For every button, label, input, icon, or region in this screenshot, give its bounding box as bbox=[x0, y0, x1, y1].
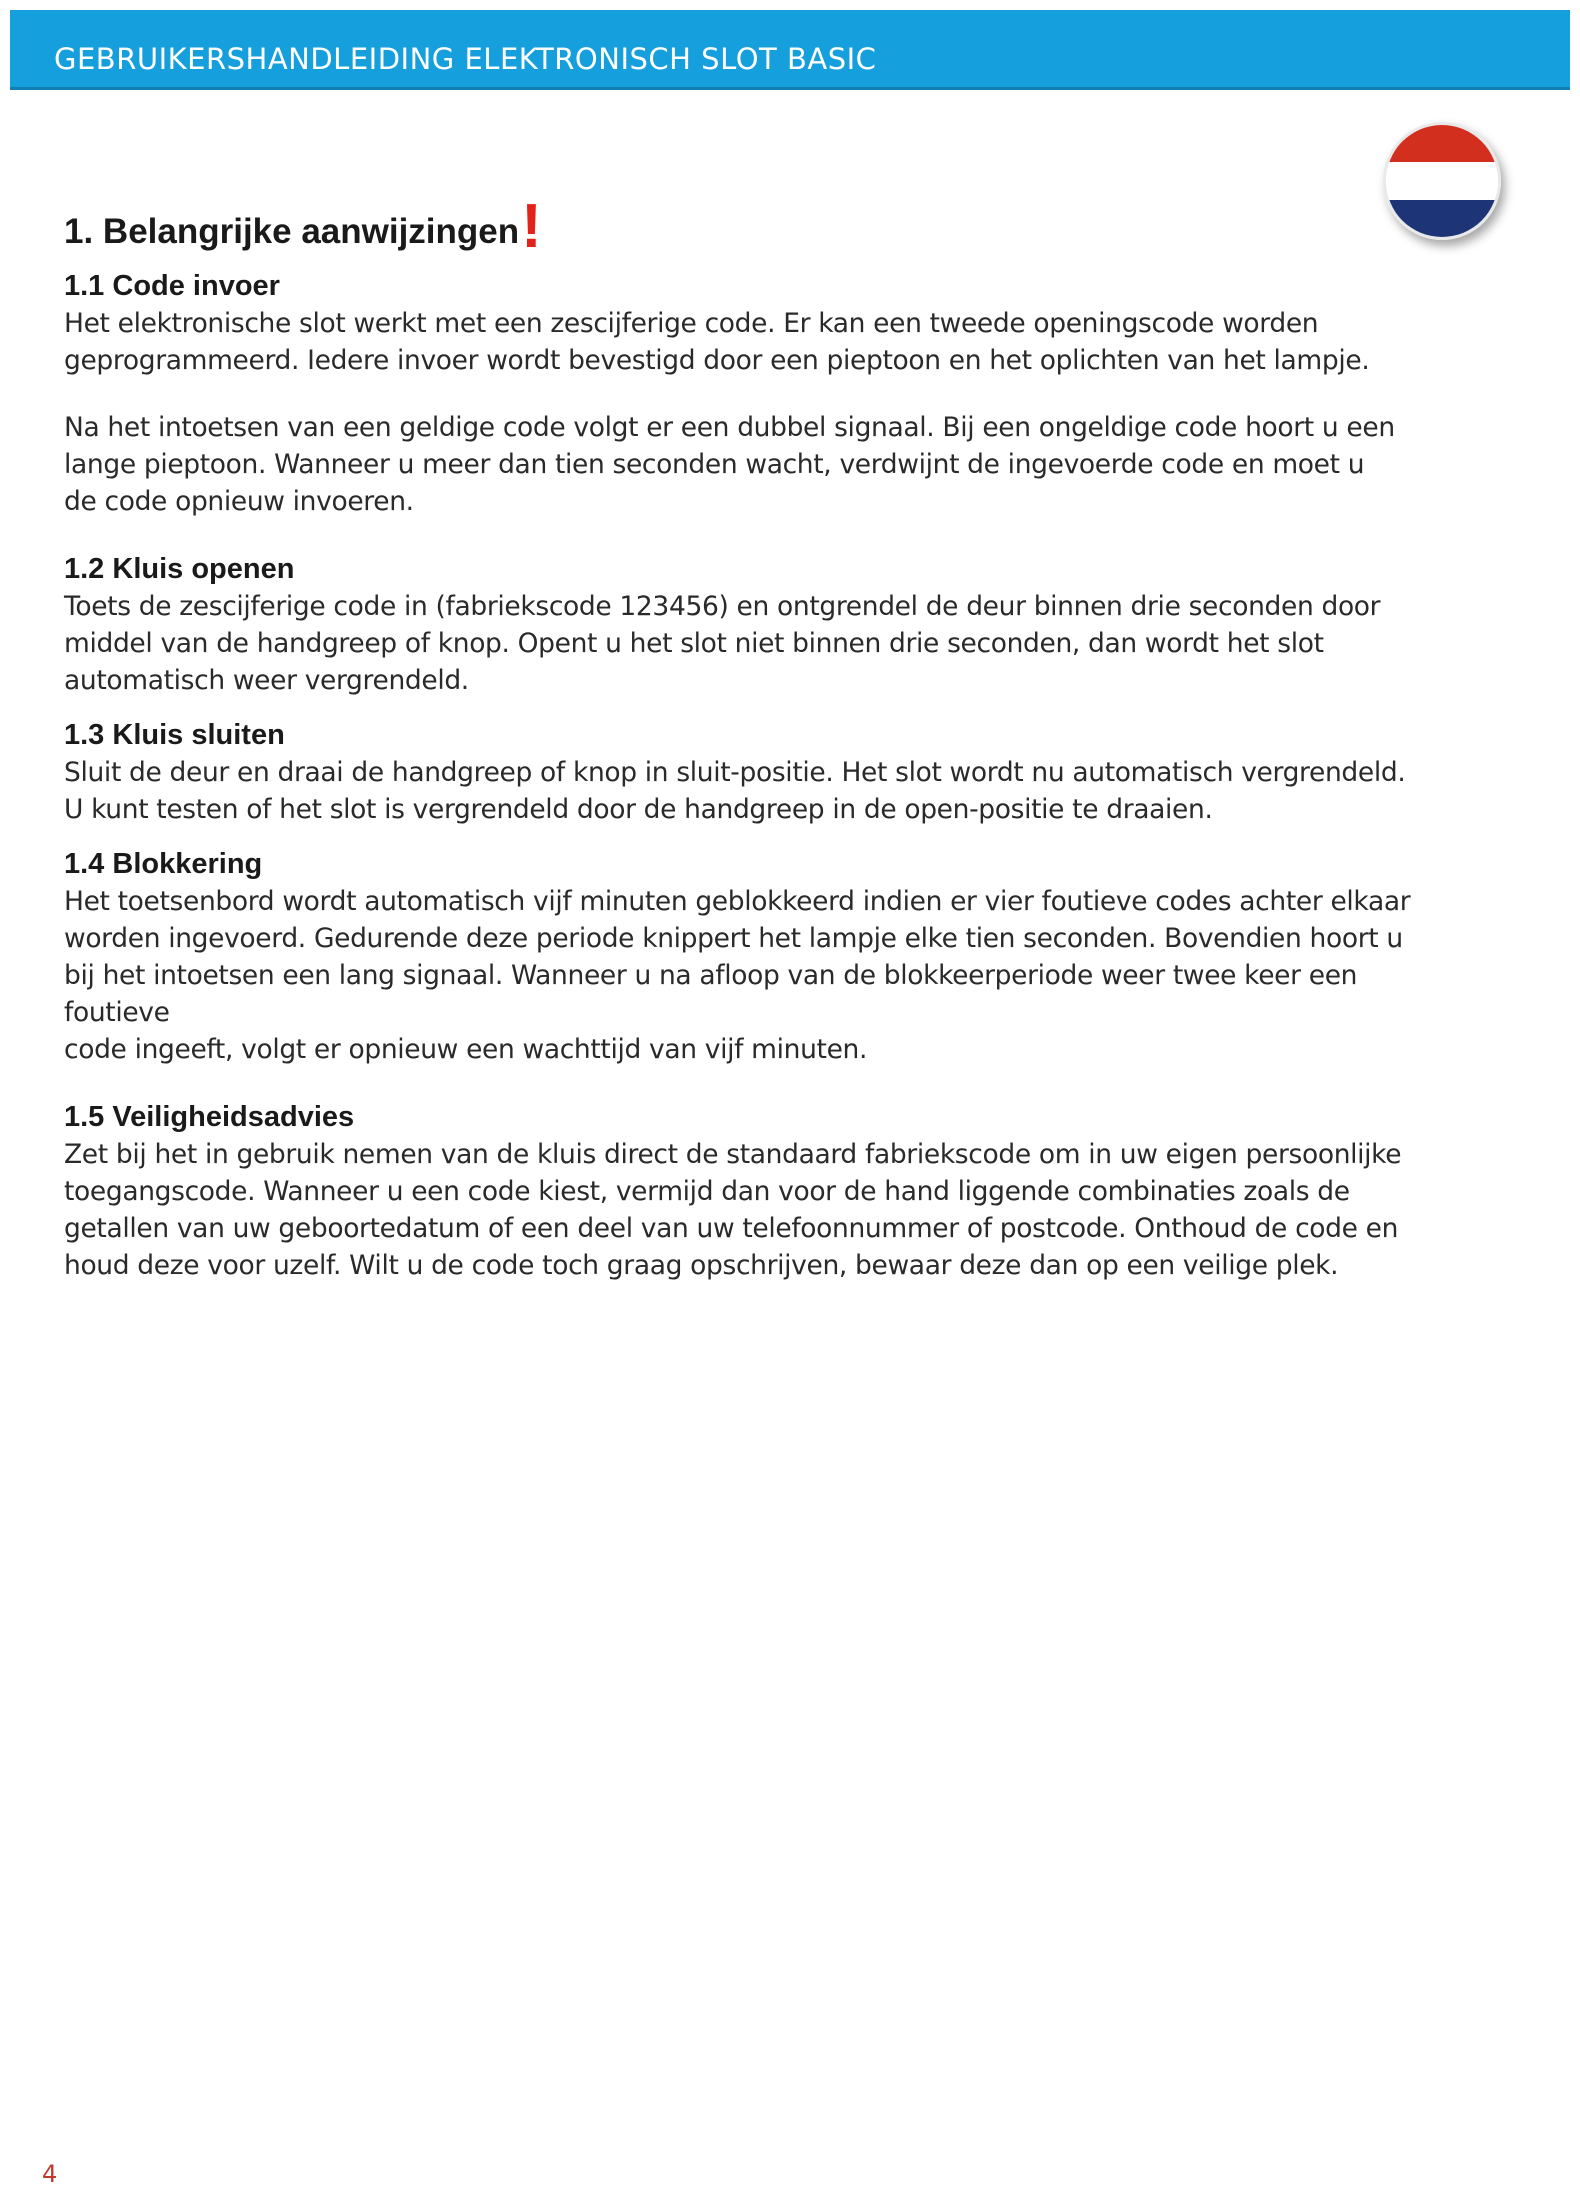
section-heading: 1.2 Kluis openen bbox=[64, 553, 295, 585]
section-paragraph: Na het intoetsen van een geldige code volgt er een dubbel signaal. Bij een ongeldige code hoort u een lange pieptoon. Wanneer u meer dan tien seconden wacht, verdwijnt de ingevoerde code en moet u de code opnieuw invoeren. bbox=[64, 412, 1395, 517]
page-title-text: 1. Belangrijke aanwijzingen bbox=[64, 212, 520, 251]
section-paragraph: Sluit de deur en draai de handgreep of knop in sluit-positie. Het slot wordt nu automatisch vergrendeld. U kunt testen of het slot is vergrendeld door de handgreep in de open-positie te draaien. bbox=[64, 757, 1406, 825]
section-code-invoer bbox=[64, 268, 1444, 520]
section-veiligheidsadvies bbox=[64, 1099, 1444, 1284]
section-heading: 1.4 Blokkering bbox=[64, 848, 263, 880]
section-heading: 1.5 Veiligheidsadvies bbox=[64, 1101, 355, 1133]
main-content bbox=[64, 192, 1444, 1284]
page-title bbox=[64, 192, 1444, 261]
section-paragraph: Het elektronische slot werkt met een zescijferige code. Er kan een tweede openingscode worden geprogrammeerd. Iedere invoer wordt bevestigd door een pieptoon en het oplichten van het lampje. bbox=[64, 308, 1370, 376]
section-kluis-sluiten bbox=[64, 717, 1444, 828]
document-title: GEBRUIKERSHANDLEIDING ELEKTRONISCH SLOT BASIC bbox=[54, 42, 877, 76]
section-kluis-openen bbox=[64, 551, 1444, 699]
section-blokkering bbox=[64, 846, 1444, 1068]
section-paragraph: Het toetsenbord wordt automatisch vijf minuten geblokkeerd indien er vier foutieve codes achter elkaar worden ingevoerd. Gedurende deze periode knippert het lampje elke tien seconden. Bovendien hoort u bij het intoetsen een lang signaal. Wanneer u na afloop van de blokkeerperiode weer twee keer een foutieve code ingeeft, volgt er opnieuw een wachttijd van vijf minuten. bbox=[64, 886, 1411, 1065]
section-paragraph: Zet bij het in gebruik nemen van de kluis direct de standaard fabriekscode om in uw eigen persoonlijke toegangscode. Wanneer u een code kiest, vermijd dan voor de hand liggende combinaties zoals de getallen van uw geboortedatum of een deel van uw telefoonnummer of postcode. Onthoud de code en houd deze voor uzelf. Wilt u de code toch graag opschrijven, bewaar deze dan op een veilige plek. bbox=[64, 1139, 1402, 1281]
flag-stripe-red bbox=[1386, 125, 1498, 162]
flag-stripe-white bbox=[1386, 162, 1498, 199]
exclamation-icon: ! bbox=[521, 192, 542, 261]
page-number: 4 bbox=[42, 2160, 58, 2188]
section-paragraph: Toets de zescijferige code in (fabriekscode 123456) en ontgrendel de deur binnen drie seconden door middel van de handgreep of knop. Opent u het slot niet binnen drie seconden, dan wordt het slot automatisch weer vergrendeld. bbox=[64, 591, 1381, 696]
section-heading: 1.3 Kluis sluiten bbox=[64, 719, 285, 751]
section-heading: 1.1 Code invoer bbox=[64, 270, 280, 302]
